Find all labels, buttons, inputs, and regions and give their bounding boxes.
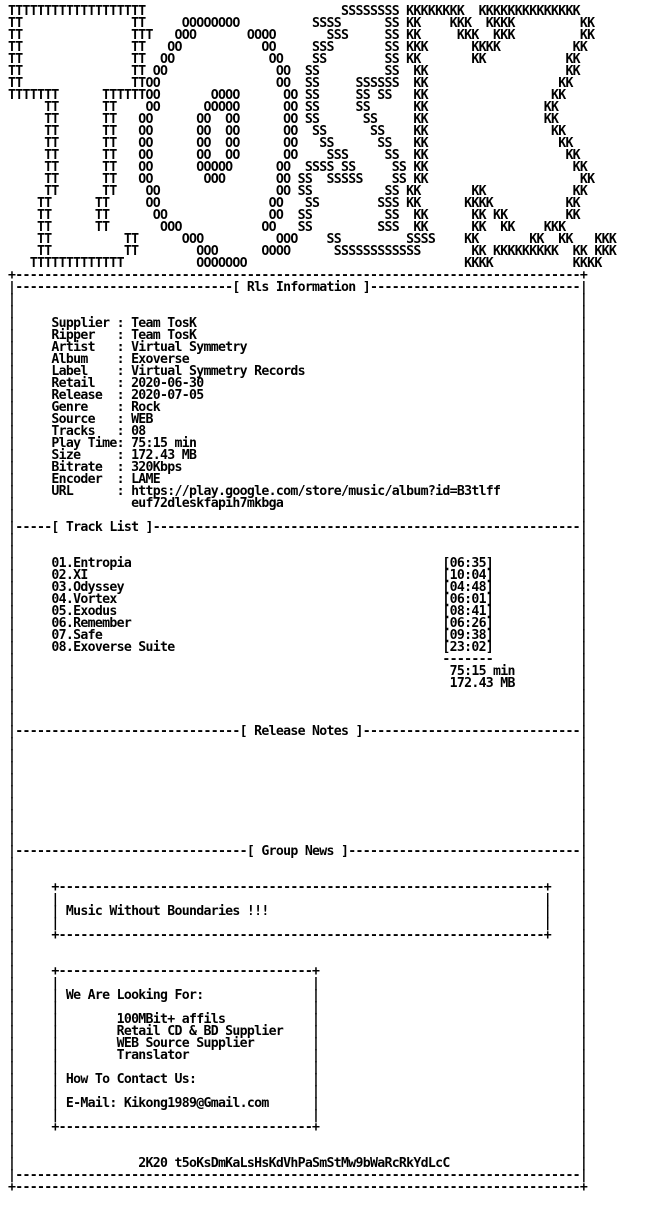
nfo-text-block: TTTTTTTTTTTTTTTTTTT SSSSSSSS KKKKKKKK KKKKKKKKKKKKKK TT TT OOOOOOOO SSSS SS KK KKK KKKK KK TT TTT OOO OOOO SSS SS KK KKK KKK KK TT TT OO OO SSS SS KKK KKKK KK TT TT OO OO SS SS KK KK KK TT TT OO OO SS SS KK KK TT TTOO OO SS SSSSSS KK KK TTTTTTT TTTTTTOO OOOO OO SS SS SS KK KK TT TT OO OOOOO OO SS SS KK KK TT TT OO OO OO OO SS SS KK KK TT TT OO OO OO OO SS SS KK KK TT TT OO OO OO OO SS SS KK KK TT TT OO OO OO OO SSS SS KK KK TT TT OO OOOOO OO SSSS SS SS KK KK TT TT OO OOO OO SS SSSSS SS KK KK TT TT OO OO SS SS KK KK KK TT TT OO OO SS SSS KK KKKK KK TT TT OO OO SS SS KK KK KK KK TT TT OOO OO SS SSS KK KK KK KKK TT TT OOO OOO SS SSSS KK KK KK KKK TT TT OOO OOOO SSSSSSSSSSSS KK KKKKKKKKK KK KKK TTTTTTTTTTTTT OOOOOOO KKKK KKKK +------------------------------------------------------------------------------+ |------------------------------[ Rls Information ]-----------------------------| | | | | | Supplier : Team TosK | | Ripper : Team TosK | | Artist : Virtual Symmetry | | Album : Exoverse | | Label : Virtual Symmetry Records | | Retail : 2020-06-30 | | Release : 2020-07-05 | | Genre : Rock | | Source : WEB | | Tracks : 08 | | Play Time: 75:15 min | | Size : 172.43 MB | | Bitrate : 320Kbps | | Encoder : LAME | | URL : https://play.google.com/store/music/album?id=B3tlff | | euf72dleskfapih7mkbga | | | |-----[ Track List ]-----------------------------------------------------------| | | | | | 01.Entropia [06:35] | | 02.XI [10:04] | | 03.Odyssey [04:48] | | 04.Vortex [06:01] | | 05.Exodus [08:41] | | 06.Remember [06:26] | | 07.Safe [09:38] | | 08.Exoverse Suite [23:02] | | ------- | | 75:15 min | | 172.43 MB | | | | | | | |-------------------------------[ Release Notes ]------------------------------| | | | | | | | | | | | | | | | | | | |--------------------------------[ Group News ]--------------------------------| | | | | | +-------------------------------------------------------------------+ | | | | | | | Music Without Boundaries !!! | | | | | | | +-------------------------------------------------------------------+ | | | | | | +-----------------------------------+ | | | | | | | We Are Looking For: | | | | | | | | 100MBit+ affils | | | | Retail CD & BD Supplier | | | | WEB Source Supplier | | | | Translator | | | | | | | | How To Contact Us: | | | | | | | | E-Mail: Kikong1989@Gmail.com | | | | | | | +-----------------------------------+ | | | | | | 2K20 t5oKsDmKaLsHsKdVhPaSmStMw9bWaRcRkYdLcC | |------------------------------------------------------------------------------| +------------------------------------------------------------------------------+ <box>8 4 617 1195</box>
